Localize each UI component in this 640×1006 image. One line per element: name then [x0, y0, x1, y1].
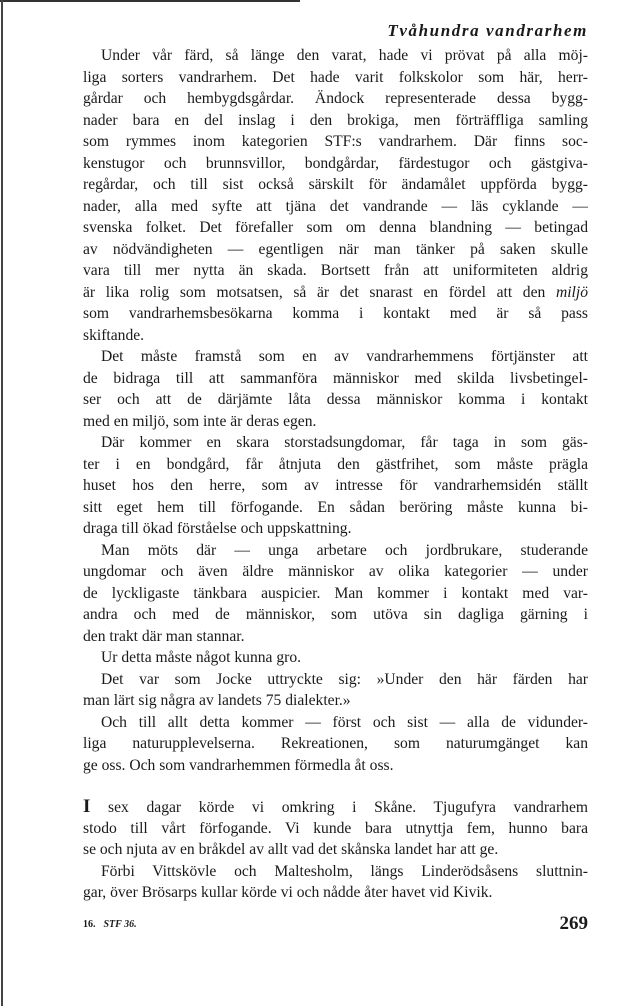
text-line: Och till allt detta kommer — först och sist — alla de vidunder- — [101, 713, 588, 731]
text-line — [83, 796, 588, 818]
text-line: draga till ökad förståelse och uppskattning. — [83, 520, 352, 537]
text-line: man lärt sig några av landets 75 dialekter.» — [83, 692, 351, 709]
running-head: Tvåhundra vandrarhem — [387, 21, 588, 40]
text-line: ge oss. Och som vandrarhemmen förmedla åt oss. — [83, 756, 394, 774]
paragraph — [83, 861, 588, 904]
text-line: liga sorters vandrarhem. Det hade varit folkskolor som här, herr- — [83, 68, 588, 86]
page-body — [83, 45, 588, 904]
section-2 — [83, 796, 588, 904]
text-line: de bidraga till att sammanföra människor med skilda livsbetingel- — [83, 369, 588, 387]
emphasis: miljö — [555, 283, 588, 301]
text-line: Under vår färd, så länge den varat, hade vi prövat på alla möj- — [101, 47, 588, 64]
paragraph — [83, 712, 588, 777]
paragraph — [83, 540, 588, 648]
text-line: som vandrarhemsbesökarna komma i kontakt med är så pass — [83, 305, 588, 322]
text-line: liga naturupplevelserna. Rekreationen, som naturumgänget kan — [83, 735, 588, 752]
signature-number: 16. — [83, 919, 96, 930]
text-line: sitt eget hem till förfogande. En sådan beröring måste kunna bi- — [83, 498, 588, 516]
text-line: Där kommer en skara storstadsungdomar, får taga in som gäs- — [101, 434, 588, 451]
text-line: gårdar och hembygdsgårdar. Ändock representerade dessa bygg- — [83, 90, 588, 107]
text-line: andra och med de människor, som utöva sin dagliga gärning i — [83, 606, 588, 623]
text-line: vara till mer nytta än skada. Bortsett från att uniformiteten aldrig — [83, 262, 588, 279]
text-line: Det måste framstå som en av vandrarhemmens förtjänster att — [101, 348, 588, 365]
line-text: sex dagar körde vi omkring i Skåne. Tjugufyra vandrarhem — [90, 799, 588, 816]
text-line: se och njuta av en bråkdel av allt vad det skånska landet har att ge. — [83, 841, 499, 858]
text-line: av nödvändigheten — egentligen när man tänker på saken skulle — [83, 240, 588, 258]
text-line: nader, alla med syfte att tjäna det vandrande — läs cyklande — — [83, 197, 588, 215]
text-line: svenska folket. Det förefaller som om denna blandning — betingad — [83, 219, 588, 236]
scan-edge-top — [0, 0, 300, 2]
text-line: Det var som Jocke uttryckte sig: »Under den här färden har — [101, 670, 588, 688]
paragraph — [83, 669, 588, 712]
paragraph — [83, 647, 588, 669]
drop-cap: I — [83, 796, 91, 817]
text-line: ungdomar och även äldre människor av olika kategorier — under — [83, 563, 588, 580]
page-number: 269 — [559, 913, 588, 934]
printer-signature — [83, 918, 137, 932]
text-line: den trakt där man stannar. — [83, 627, 245, 645]
text-line: ter i en bondgård, får åtnjuta den gästfrihet, som måste prägla — [83, 455, 588, 473]
text-line: gar, över Brösarps kullar körde vi och nådde åter havet vid Kivik. — [83, 884, 493, 901]
text-line: Ur detta måste något kunna gro. — [101, 649, 302, 666]
text-line: Förbi Vittskövle och Maltesholm, längs Linderödsåsens sluttnin- — [101, 862, 588, 880]
text-line: är lika rolig som motsatsen, så är det snarast en fördel att den miljö — [83, 283, 588, 301]
text-line: huset hos den herre, som av intresse för vandrarhemsidén ställt — [83, 477, 588, 494]
text-line: kenstugor och brunnsvillor, bondgårdar, färdestugor och gästgiva- — [83, 154, 588, 172]
text-line: som rymmes inom kategorien STF:s vandrarhem. Där finns soc- — [83, 133, 588, 150]
text-line: ser och att de därjämte låta dessa människor komma i kontakt — [83, 391, 588, 408]
text-line: Man möts där — unga arbetare och jordbrukare, studerande — [101, 541, 588, 559]
section-1 — [83, 45, 588, 776]
paragraph — [83, 796, 588, 861]
signature-text: STF 36. — [103, 919, 137, 930]
text-line: de lyckligaste tänkbara auspicier. Man kommer i kontakt med var- — [83, 584, 588, 602]
text-line: skiftande. — [83, 326, 145, 344]
paragraph — [83, 432, 588, 540]
text-line: nader bara en del inslag i den brokiga, men förträffliga samling — [83, 111, 588, 129]
paragraph — [83, 346, 588, 432]
paragraph — [83, 45, 588, 346]
text-line: med en miljö, som inte är deras egen. — [83, 412, 317, 430]
scan-edge-left — [1, 0, 3, 1006]
text-line: stodo till vårt förfogande. Vi kunde bara utnyttja fem, hunno bara — [83, 819, 588, 837]
text-line: regårdar, och till sist också särskilt för ändamålet uppförda bygg- — [83, 176, 588, 193]
